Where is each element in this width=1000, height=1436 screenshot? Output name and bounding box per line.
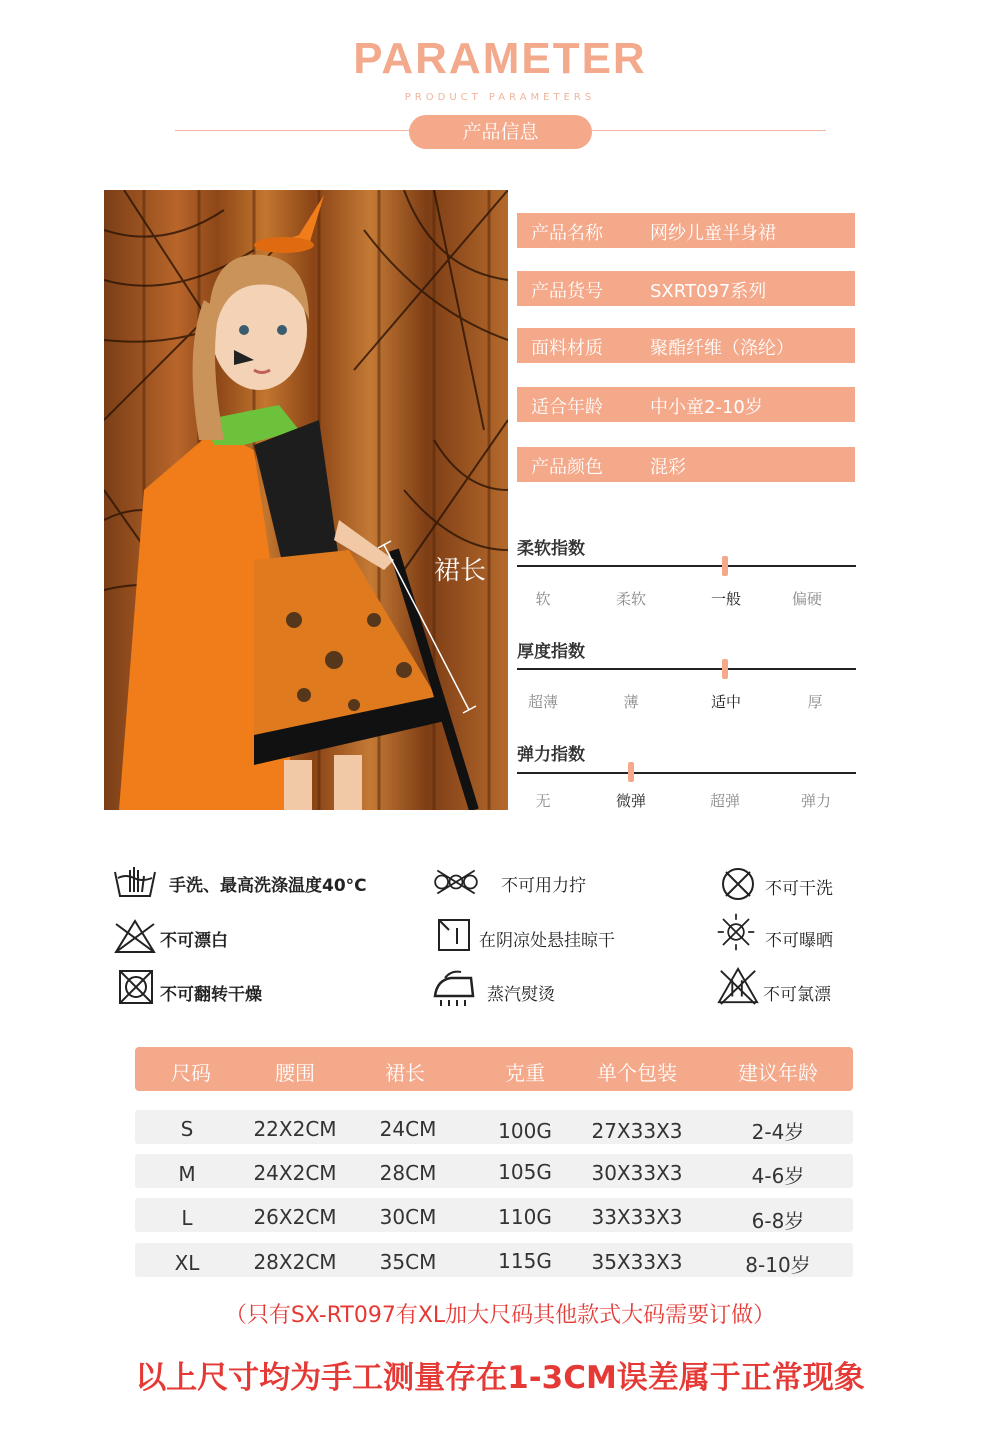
table-cell: 28CM — [379, 1161, 437, 1185]
table-cell: 110G — [498, 1205, 552, 1229]
care-text-no-tumble-dry: 不可翻转干燥 — [160, 985, 262, 1005]
table-cell: L — [181, 1206, 193, 1230]
spec-value: 聚酯纤维（涤纶） — [650, 338, 794, 359]
hand-wash-icon — [112, 862, 158, 902]
care-text-shade-hang-dry: 在阴凉处悬挂晾干 — [479, 931, 615, 951]
spec-value: 中小童2-10岁 — [650, 397, 763, 418]
table-cell: 33X33X3 — [591, 1205, 683, 1229]
page-title: PARAMETER — [353, 34, 647, 83]
table-cell: 22X2CM — [253, 1117, 337, 1141]
table-cell: 30X33X3 — [591, 1161, 683, 1185]
care-text-no-bleach: 不可漂白 — [160, 931, 228, 951]
size-table-header-size: 尺码 — [171, 1061, 211, 1085]
product-photo — [104, 190, 508, 810]
header-divider-right — [591, 130, 826, 131]
no-dry-clean-icon — [715, 864, 761, 904]
no-wring-icon — [433, 862, 479, 902]
softness-index-marker — [722, 556, 728, 576]
table-cell: 24X2CM — [253, 1161, 337, 1185]
spec-row-material — [517, 328, 855, 363]
table-cell: 105G — [498, 1160, 552, 1184]
table-cell: M — [178, 1162, 196, 1186]
measurement-error-note: 以上尺寸均为手工测量存在1-3CM误差属于正常现象 — [135, 1360, 865, 1396]
thickness-index-track — [517, 668, 856, 670]
table-cell: 35CM — [379, 1250, 437, 1274]
table-cell: 27X33X3 — [591, 1119, 683, 1143]
thickness-label-2: 薄 — [623, 693, 639, 711]
table-cell: 4-6岁 — [751, 1164, 805, 1188]
table-cell: 100G — [498, 1119, 552, 1143]
spec-row-color — [517, 447, 855, 482]
care-text-no-sun: 不可曝晒 — [765, 931, 833, 951]
header-divider-left — [175, 130, 410, 131]
care-text-no-wring: 不可用力拧 — [501, 876, 586, 896]
spec-row-age — [517, 387, 855, 422]
table-cell: 28X2CM — [253, 1250, 337, 1274]
size-table-header-age: 建议年龄 — [738, 1061, 818, 1085]
spec-value: 网纱儿童半身裙 — [650, 223, 776, 244]
spec-label: 产品货号 — [531, 281, 603, 302]
thickness-label-3: 适中 — [710, 693, 741, 711]
table-cell: 2-4岁 — [751, 1120, 805, 1144]
softness-label-1: 软 — [535, 590, 551, 608]
table-cell: XL — [174, 1251, 200, 1275]
thickness-index-marker — [722, 659, 728, 679]
elasticity-index-marker — [628, 762, 634, 782]
table-cell: 115G — [498, 1249, 552, 1273]
spec-label: 产品颜色 — [531, 457, 603, 478]
section-pill-product-info: 产品信息 — [409, 115, 592, 149]
size-table-header-waist: 腰围 — [275, 1061, 315, 1085]
table-cell: 30CM — [379, 1205, 437, 1229]
spec-value: 混彩 — [650, 457, 686, 478]
no-chlorine-bleach-icon — [715, 966, 761, 1006]
thickness-label-4: 厚 — [807, 693, 823, 711]
spec-row-name — [517, 213, 855, 248]
elasticity-label-1: 无 — [535, 792, 551, 810]
table-cell: 6-8岁 — [751, 1209, 805, 1233]
size-table-header-length: 裙长 — [385, 1061, 425, 1085]
thickness-label-1: 超薄 — [527, 693, 558, 711]
table-cell: S — [180, 1117, 194, 1141]
no-sun-icon — [713, 912, 759, 952]
size-table-header-package: 单个包装 — [597, 1061, 677, 1085]
softness-index-title: 柔软指数 — [517, 539, 585, 559]
spec-label: 适合年龄 — [531, 397, 603, 418]
care-text-no-chlorine-bleach: 不可氯漂 — [763, 985, 831, 1005]
page-subtitle: PRODUCT PARAMETERS — [404, 92, 596, 103]
care-text-steam-iron: 蒸汽熨烫 — [487, 985, 555, 1005]
shade-hang-dry-icon — [433, 916, 479, 956]
spec-label: 产品名称 — [531, 223, 603, 244]
no-tumble-dry-icon — [112, 968, 158, 1008]
table-cell: 35X33X3 — [591, 1250, 683, 1274]
table-cell: 26X2CM — [253, 1205, 337, 1229]
elasticity-label-3: 超弹 — [709, 792, 740, 810]
softness-index-track — [517, 565, 856, 567]
table-cell: 8-10岁 — [745, 1253, 811, 1277]
elasticity-label-4: 弹力 — [800, 792, 831, 810]
thickness-index-title: 厚度指数 — [517, 642, 585, 662]
care-text-no-dry-clean: 不可干洗 — [765, 879, 833, 899]
product-photo-illustration — [104, 190, 508, 810]
elasticity-label-2: 微弹 — [615, 792, 646, 810]
elasticity-index-title: 弹力指数 — [517, 745, 585, 765]
size-table-header-weight: 克重 — [505, 1061, 545, 1085]
softness-label-2: 柔软 — [615, 590, 646, 608]
skirt-length-annotation: 裙长 — [434, 556, 487, 586]
steam-iron-icon — [431, 968, 477, 1008]
spec-row-sku — [517, 271, 855, 306]
no-bleach-icon — [112, 916, 158, 956]
softness-label-3: 一般 — [710, 590, 741, 608]
spec-value: SXRT097系列 — [650, 281, 767, 302]
care-text-hand-wash: 手洗、最高洗涤温度40°C — [169, 876, 367, 896]
softness-label-4: 偏硬 — [791, 590, 822, 608]
elasticity-index-track — [517, 772, 856, 774]
table-cell: 24CM — [379, 1117, 437, 1141]
xl-size-note: （只有SX-RT097有XL加大尺码其他款式大码需要订做） — [224, 1303, 776, 1328]
spec-label: 面料材质 — [531, 338, 603, 359]
